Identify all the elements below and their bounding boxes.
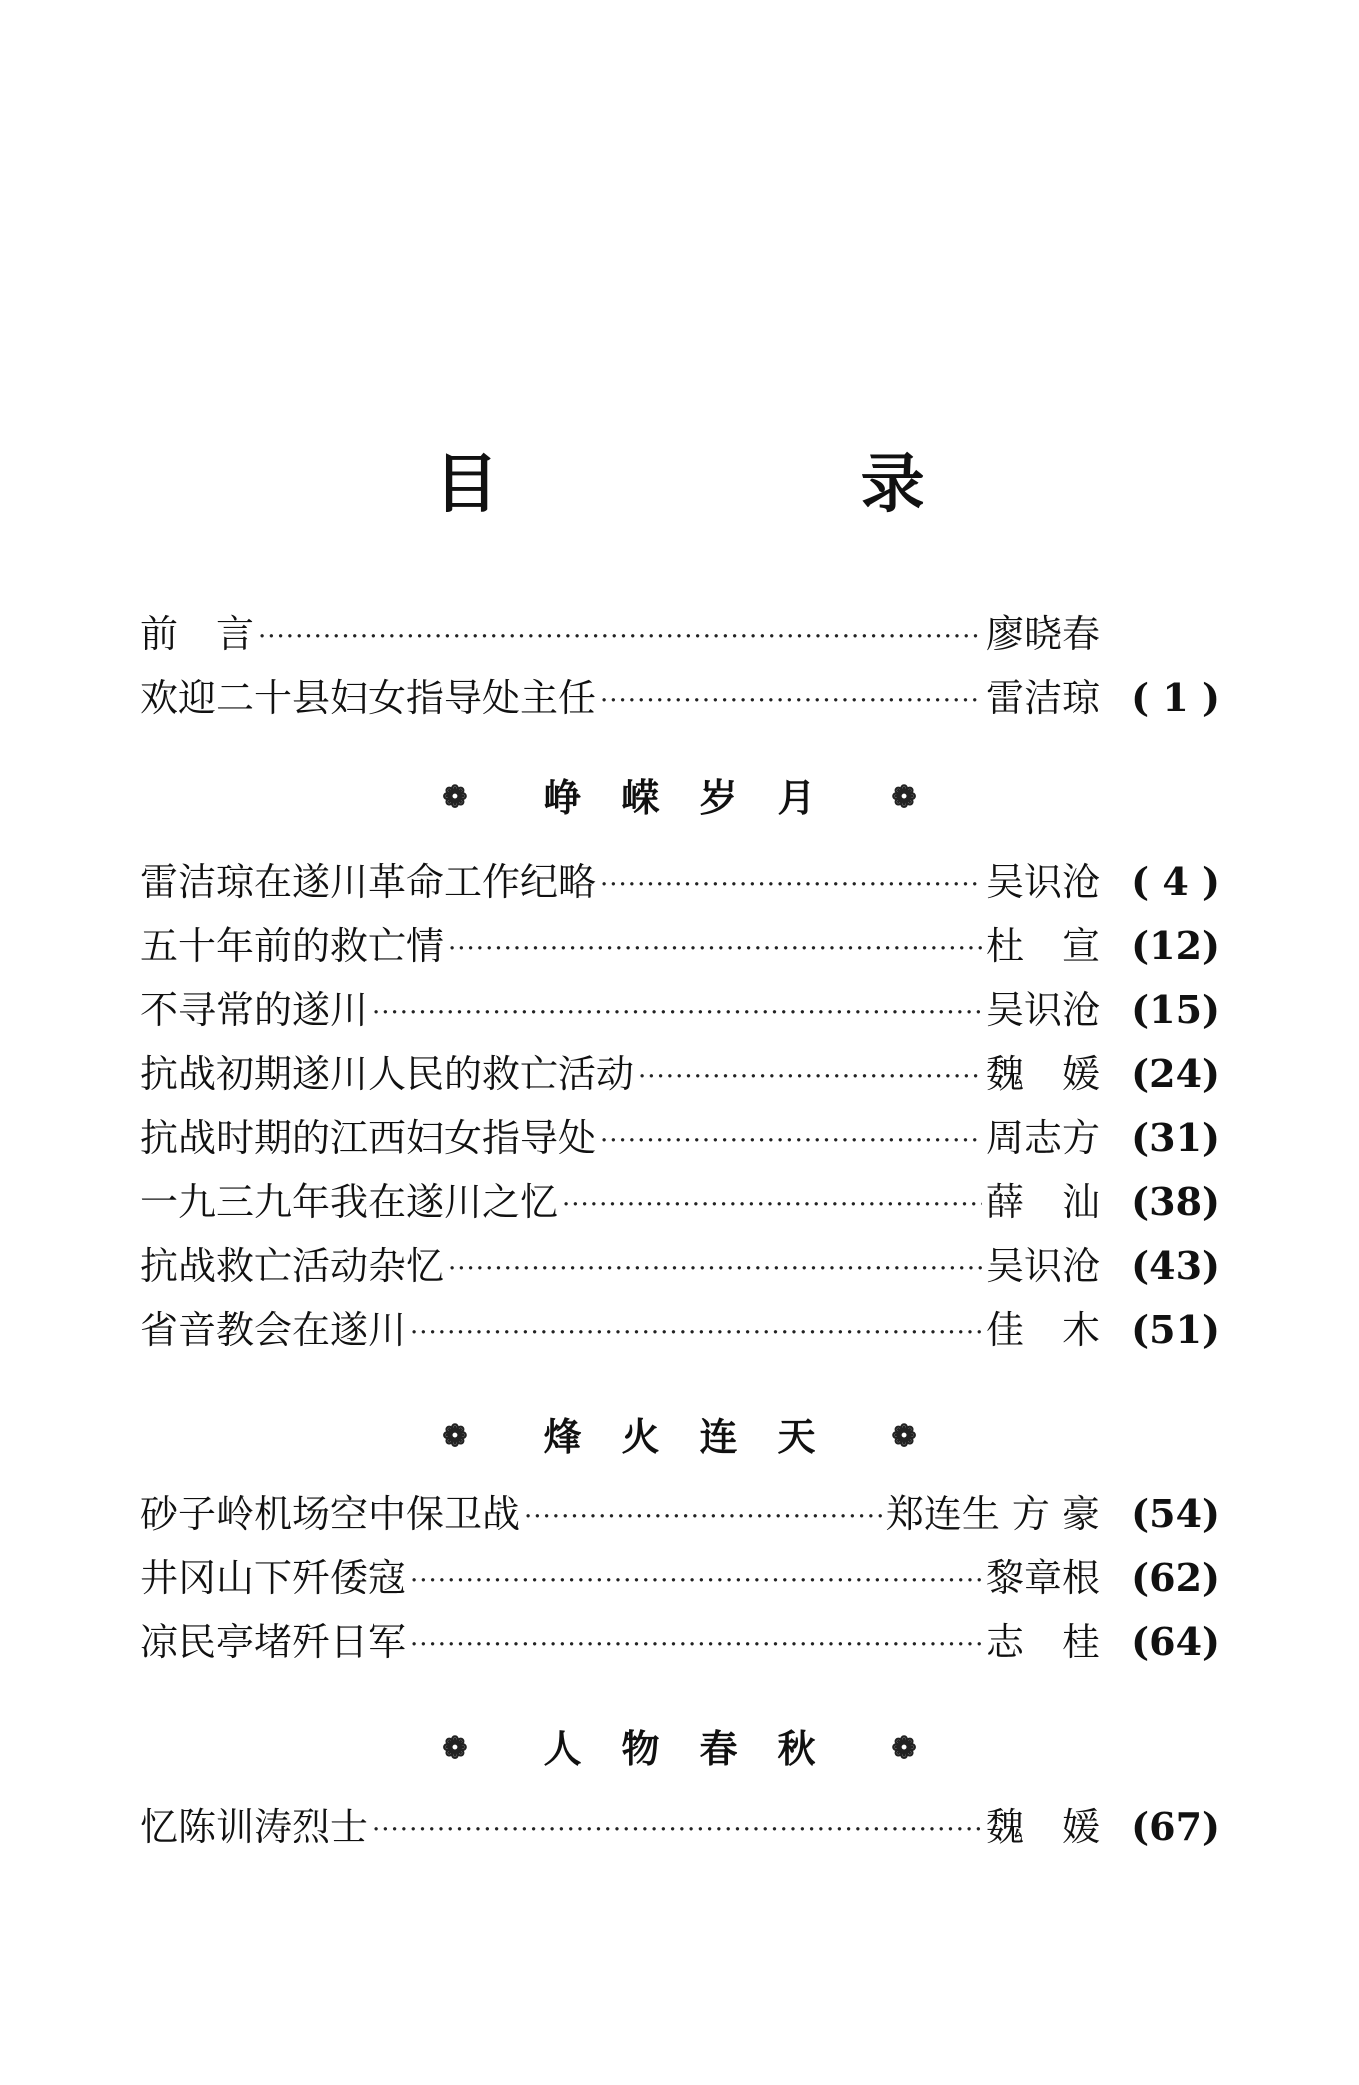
toc-entry-author: 薛 汕	[985, 1180, 1100, 1224]
toc-entry-author: 雷洁琼	[985, 676, 1100, 720]
toc-entry-author: 吴识沧	[985, 1244, 1100, 1288]
toc-section-list	[140, 1795, 1220, 1859]
dot-leader	[638, 1042, 982, 1106]
section-heading	[0, 766, 1359, 830]
dot-leader	[410, 1610, 982, 1674]
dot-leader	[410, 1546, 982, 1610]
toc-entry-page: (31)	[1131, 1115, 1220, 1160]
toc-entry-title: 砂子岭机场空中保卫战	[140, 1492, 521, 1536]
dot-leader	[372, 978, 982, 1042]
toc-entry-author: 郑连生 方 豪	[885, 1492, 1100, 1536]
dot-leader	[372, 1795, 982, 1859]
toc-entry-page: (54)	[1131, 1491, 1220, 1536]
toc-entry-title: 抗战初期遂川人民的救亡活动	[140, 1052, 635, 1096]
toc-entry	[140, 666, 1220, 730]
toc-entry-title: 井冈山下歼倭寇	[140, 1556, 407, 1600]
toc-entry-title: 欢迎二十县妇女指导处主任	[140, 676, 597, 720]
toc-entry-title: 凉民亭堵歼日军	[140, 1620, 407, 1664]
toc-entry-page: (15)	[1131, 987, 1220, 1032]
toc-entry-author: 志 桂	[985, 1620, 1100, 1664]
flower-ornament-icon: ❁	[442, 1419, 468, 1454]
dot-leader	[600, 1106, 982, 1170]
toc-entry-title: 五十年前的救亡情	[140, 924, 445, 968]
toc-entry-title: 忆陈训涛烈士	[140, 1805, 369, 1849]
dot-leader	[258, 602, 982, 666]
dot-leader	[562, 1170, 982, 1234]
toc-entry-title: 雷洁琼在遂川革命工作纪略	[140, 860, 597, 904]
toc-entry	[140, 1234, 1220, 1298]
toc-section-list	[140, 850, 1220, 1362]
toc-entry-author: 周志方	[985, 1116, 1100, 1160]
toc-entry-page: (64)	[1131, 1619, 1220, 1664]
toc-entry-title: 抗战时期的江西妇女指导处	[140, 1116, 597, 1160]
toc-entry-author: 魏 媛	[985, 1805, 1100, 1849]
dot-leader	[410, 1298, 982, 1362]
toc-entry-author: 廖晓春	[985, 612, 1100, 656]
toc-entry-page: (67)	[1131, 1804, 1220, 1849]
toc-intro-list	[140, 602, 1220, 730]
toc-entry-page: (51)	[1131, 1307, 1220, 1352]
toc-entry	[140, 914, 1220, 978]
toc-entry	[140, 1106, 1220, 1170]
flower-ornament-icon: ❁	[442, 1731, 468, 1766]
toc-entry-author: 吴识沧	[985, 860, 1100, 904]
toc-entry-page: (38)	[1131, 1179, 1220, 1224]
toc-entry	[140, 978, 1220, 1042]
toc-entry	[140, 1795, 1220, 1859]
toc-entry-title: 抗战救亡活动杂忆	[140, 1244, 445, 1288]
toc-entry-title: 不寻常的遂川	[140, 988, 369, 1032]
toc-section-list	[140, 1482, 1220, 1674]
section-heading	[0, 1717, 1359, 1781]
section-heading	[0, 1405, 1359, 1469]
dot-leader	[448, 914, 982, 978]
flower-ornament-icon: ❁	[891, 1731, 917, 1766]
toc-entry-page: (43)	[1131, 1243, 1220, 1288]
toc-entry-page: (12)	[1131, 923, 1220, 968]
toc-entry	[140, 1170, 1220, 1234]
toc-entry-title: 前 言	[140, 612, 255, 656]
toc-entry-author: 杜 宣	[985, 924, 1100, 968]
toc-entry-page: ( 1 )	[1131, 675, 1220, 720]
toc-entry-page: (62)	[1131, 1555, 1220, 1600]
toc-entry	[140, 1546, 1220, 1610]
toc-entry	[140, 1042, 1220, 1106]
section-heading-label: 峥嵘岁月	[543, 775, 856, 820]
dot-leader	[524, 1482, 882, 1546]
toc-entry-page: (24)	[1131, 1051, 1220, 1096]
dot-leader	[600, 666, 982, 730]
flower-ornament-icon: ❁	[891, 1419, 917, 1454]
flower-ornament-icon: ❁	[442, 780, 468, 815]
toc-entry	[140, 602, 1220, 666]
toc-entry	[140, 850, 1220, 914]
toc-entry-author: 吴识沧	[985, 988, 1100, 1032]
toc-entry	[140, 1298, 1220, 1362]
toc-entry-author: 佳 木	[985, 1308, 1100, 1352]
toc-entry-author: 魏 媛	[985, 1052, 1100, 1096]
toc-entry-author: 黎章根	[985, 1556, 1100, 1600]
toc-entry-title: 省音教会在遂川	[140, 1308, 407, 1352]
toc-entry-page: ( 4 )	[1131, 859, 1220, 904]
toc-entry-title: 一九三九年我在遂川之忆	[140, 1180, 559, 1224]
toc-entry	[140, 1482, 1220, 1546]
dot-leader	[600, 850, 982, 914]
flower-ornament-icon: ❁	[891, 780, 917, 815]
section-heading-label: 人物春秋	[543, 1726, 856, 1771]
dot-leader	[448, 1234, 982, 1298]
toc-entry	[140, 1610, 1220, 1674]
page-title: 目 录	[434, 447, 1095, 522]
section-heading-label: 烽火连天	[543, 1414, 856, 1459]
